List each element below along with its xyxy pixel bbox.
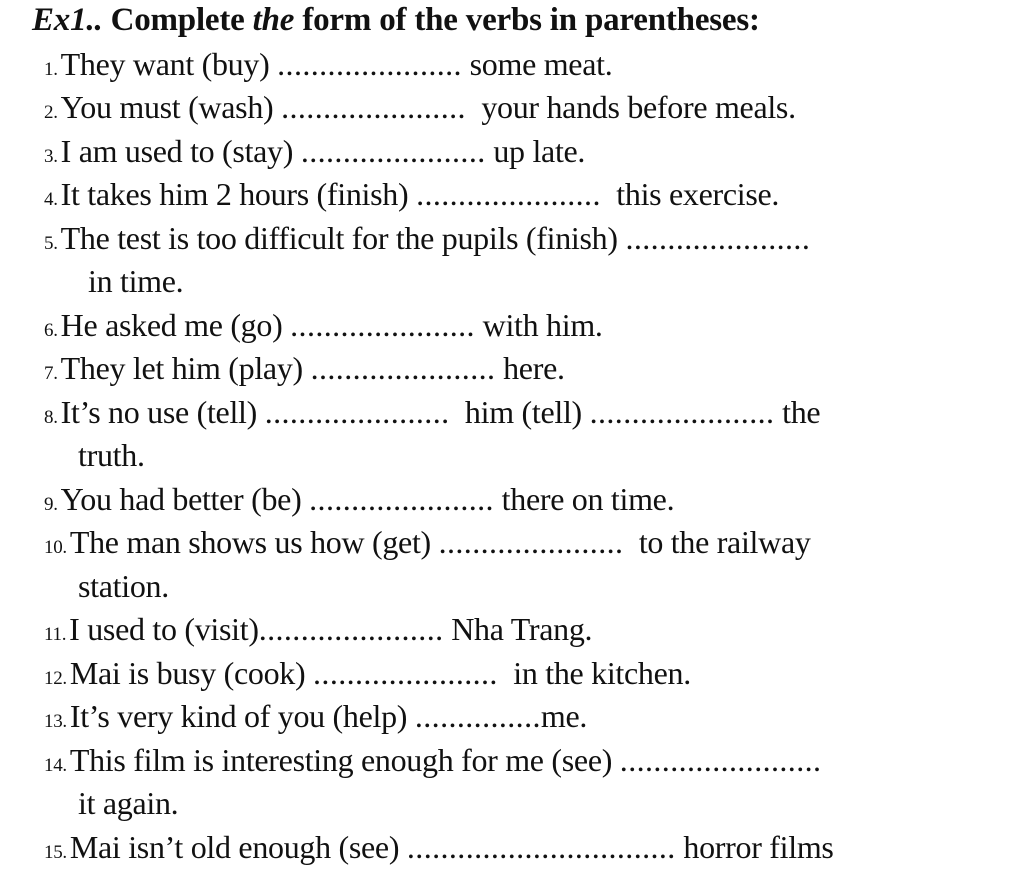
question-number: 8.: [44, 407, 58, 428]
question-14-continuation: it again.: [78, 785, 179, 821]
question-text: They let him (play): [60, 350, 303, 386]
question-number: 13.: [44, 711, 67, 732]
question-number: 11.: [44, 624, 67, 645]
answer-blank[interactable]: ......................: [313, 655, 498, 691]
answer-blank[interactable]: ......................: [300, 133, 486, 169]
answer-blank[interactable]: ................................: [406, 829, 676, 865]
answer-blank[interactable]: ........................: [619, 742, 822, 778]
question-text-mid: him (tell): [464, 394, 582, 430]
question-number: 14.: [44, 755, 67, 776]
question-number: 6.: [44, 320, 58, 341]
question-8: [44, 392, 820, 438]
question-text: It takes him 2 hours (finish): [60, 176, 409, 212]
answer-blank[interactable]: ......................: [416, 176, 601, 212]
question-8-continuation: truth.: [78, 437, 145, 473]
question-text-after: there on time.: [501, 481, 675, 517]
question-10: [44, 522, 811, 568]
question-text: Mai isn’t old enough (see): [69, 829, 400, 865]
question-text-after: me.: [540, 698, 588, 734]
answer-blank[interactable]: ......................: [309, 481, 494, 517]
question-number: 3.: [44, 146, 58, 167]
question-text: The test is too difficult for the pupils (finish): [60, 220, 618, 256]
question-7: [44, 348, 565, 394]
question-text-after: some meat.: [469, 46, 613, 82]
question-text-after: up late.: [493, 133, 586, 169]
question-text-after: the: [782, 394, 821, 430]
answer-blank[interactable]: ......................: [277, 46, 462, 82]
title-prefix: Ex1..: [32, 2, 103, 38]
question-text: It’s very kind of you (help): [69, 698, 408, 734]
question-13: [44, 696, 587, 742]
title-rest: form of the verbs in parentheses:: [302, 2, 760, 38]
question-text: It’s no use (tell): [60, 394, 257, 430]
answer-blank[interactable]: ...............: [414, 698, 541, 734]
question-15: [44, 827, 834, 873]
question-text: Mai is busy (cook): [69, 655, 306, 691]
question-text-after: Nha Trang.: [451, 611, 593, 647]
question-text-after: horror films: [683, 829, 834, 865]
question-6: [44, 305, 603, 351]
question-number: 4.: [44, 189, 58, 210]
answer-blank[interactable]: ......................: [438, 524, 624, 560]
question-text-after: here.: [503, 350, 565, 386]
question-number: 10.: [44, 537, 67, 558]
answer-blank[interactable]: ......................: [625, 220, 811, 256]
question-text: This film is interesting enough for me (see): [69, 742, 613, 778]
answer-blank[interactable]: ......................: [258, 611, 444, 647]
answer-blank[interactable]: ......................: [264, 394, 450, 430]
question-1: [44, 44, 612, 90]
answer-blank[interactable]: ......................: [281, 89, 466, 125]
question-number: 5.: [44, 233, 58, 254]
answer-blank[interactable]: ......................: [290, 307, 475, 343]
answer-blank[interactable]: ......................: [310, 350, 496, 386]
question-text: You must (wash): [60, 89, 274, 125]
question-text-after: this exercise.: [616, 176, 780, 212]
question-text: He asked me (go): [60, 307, 283, 343]
question-number: 7.: [44, 363, 58, 384]
question-text: The man shows us how (get): [69, 524, 431, 560]
question-5-continuation: in time.: [88, 263, 184, 299]
question-text: I am used to (stay): [60, 133, 294, 169]
title-word1: Complete: [110, 2, 245, 38]
question-number: 1.: [44, 59, 58, 80]
question-text: They want (buy): [60, 46, 270, 82]
question-number: 9.: [44, 494, 58, 515]
question-14: [44, 740, 821, 786]
question-4: [44, 174, 779, 220]
question-2: [44, 87, 796, 133]
question-text-after: in the kitchen.: [513, 655, 691, 691]
exercise-title: [32, 0, 760, 40]
question-text: I used to (visit): [69, 611, 259, 647]
question-5: [44, 218, 810, 264]
question-9: [44, 479, 674, 525]
question-3: [44, 131, 585, 177]
question-12: [44, 653, 691, 699]
question-number: 15.: [44, 842, 67, 863]
question-10-continuation: station.: [78, 568, 169, 604]
question-text-after: your hands before meals.: [481, 89, 796, 125]
answer-blank-2[interactable]: ......................: [589, 394, 775, 430]
question-number: 12.: [44, 668, 67, 689]
question-number: 2.: [44, 102, 58, 123]
title-italic: the: [252, 2, 295, 38]
question-11: [44, 609, 592, 655]
question-text-after: to the railway: [638, 524, 811, 560]
question-text-after: with him.: [482, 307, 603, 343]
question-text: You had better (be): [60, 481, 302, 517]
